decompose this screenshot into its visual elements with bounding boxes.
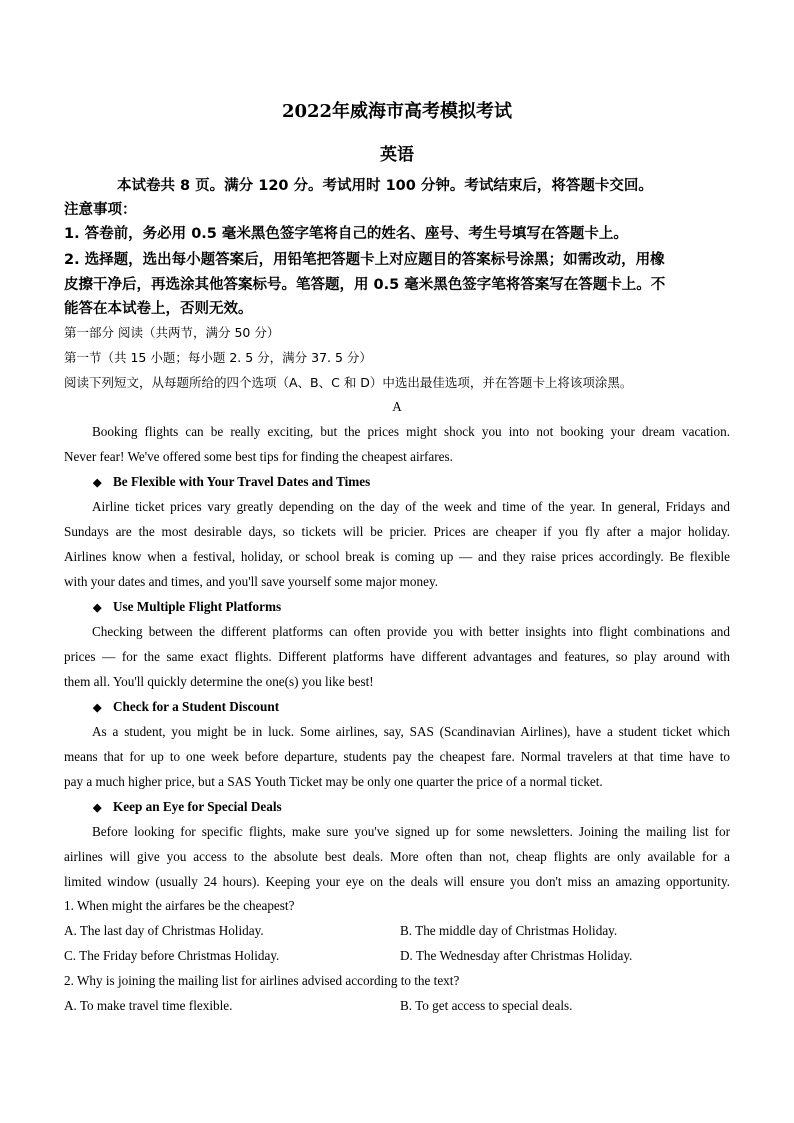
tip-1-line-3: Airlines know when a festival, holiday, or school break is coming up — and they raise prices accordingly. Be flexible: [64, 549, 730, 564]
question-1-option-d: D. The Wednesday after Christmas Holiday.: [400, 948, 633, 963]
subject-title: 英语: [380, 145, 414, 165]
notice-item-2-line-2: 皮擦干净后，再选涂其他答案标号。笔答题，用 0.5 毫米黑色签字笔将答案写在答题卡上。不: [64, 277, 666, 293]
passage-intro-line-2: Never fear! We've offered some best tips for finding the cheapest airfares.: [64, 449, 453, 464]
question-1: 1. When might the airfares be the cheapest?: [64, 898, 295, 913]
question-1-option-c: C. The Friday before Christmas Holiday.: [64, 948, 280, 963]
diamond-bullet-icon: ◆: [93, 702, 102, 714]
reading-directions: 阅读下列短文，从每题所给的四个选项（A、B、C 和 D）中选出最佳选项，并在答题卡上将该项涂黑。: [64, 375, 633, 390]
tip-heading-4-text: Keep an Eye for Special Deals: [113, 799, 282, 814]
tip-heading-3-text: Check for a Student Discount: [113, 699, 280, 714]
tip-heading-4: [93, 799, 282, 815]
question-2-option-a: A. To make travel time flexible.: [64, 998, 233, 1013]
tip-2-line-1: Checking between the different platforms can often provide you with better insights into flight combinations and: [92, 624, 730, 639]
notice-item-2-line-1: 2. 选择题，选出每小题答案后，用铅笔把答题卡上对应题目的答案标号涂黑；如需改动，用橡: [64, 252, 665, 268]
passage-label: A: [392, 399, 402, 414]
exam-title: 2022年威海市高考模拟考试: [281, 101, 513, 122]
question-2: 2. Why is joining the mailing list for airlines advised according to the text?: [64, 973, 460, 988]
passage-intro-line-1: Booking flights can be really exciting, but the prices might shock you into not booking your dream vacation.: [92, 424, 730, 439]
tip-heading-1: [93, 474, 370, 490]
diamond-bullet-icon: ◆: [93, 802, 102, 814]
tip-heading-1-text: Be Flexible with Your Travel Dates and Times: [113, 474, 371, 489]
section-one-heading: 第一节（共 15 小题；每小题 2. 5 分，满分 37. 5 分）: [64, 350, 372, 365]
notice-item-2-line-3: 能答在本试卷上，否则无效。: [64, 301, 253, 317]
exam-intro: 本试卷共 8 页。满分 120 分。考试用时 100 分钟。考试结束后，将答题卡交回。: [117, 178, 653, 194]
tip-3-line-1: As a student, you might be in luck. Some airlines, say, SAS (Scandinavian Airlines), have a student ticket which: [92, 724, 730, 739]
tip-4-line-2: airlines will give you access to the absolute best deals. More often than not, cheap flights are only available for a: [64, 849, 730, 864]
tip-4-line-3: limited window (usually 24 hours). Keeping your eye on the deals will ensure you don't miss an amazing opportunity.: [64, 874, 730, 889]
tip-4-line-1: Before looking for specific flights, make sure you've signed up for some newsletters. Joining the mailing list for: [92, 824, 730, 839]
notice-item-1: 1. 答卷前，务必用 0.5 毫米黑色签字笔将自己的姓名、座号、考生号填写在答题卡上。: [64, 226, 628, 242]
part-one-heading: 第一部分 阅读（共两节，满分 50 分）: [64, 325, 280, 340]
diamond-bullet-icon: ◆: [93, 602, 102, 614]
question-1-option-b: B. The middle day of Christmas Holiday.: [400, 923, 618, 938]
diamond-bullet-icon: ◆: [93, 477, 102, 489]
tip-1-line-1: Airline ticket prices vary greatly depending on the day of the week and time of the year. In general, Fridays and: [92, 499, 730, 514]
question-2-option-b: B. To get access to special deals.: [400, 998, 573, 1013]
tip-heading-3: [93, 699, 279, 715]
tip-heading-2-text: Use Multiple Flight Platforms: [113, 599, 282, 614]
tip-3-line-2: means that for up to one week before departure, students pay the cheapest fare. Normal travelers at that time have to: [64, 749, 730, 764]
question-1-option-a: A. The last day of Christmas Holiday.: [64, 923, 264, 938]
notice-heading: 注意事项：: [64, 202, 137, 218]
tip-2-line-3: them all. You'll quickly determine the one(s) you like best!: [64, 674, 374, 689]
tip-1-line-4: with your dates and times, and you'll save yourself some major money.: [64, 574, 438, 589]
tip-3-line-3: pay a much higher price, but a SAS Youth Ticket may be only one quarter the price of a normal ticket.: [64, 774, 603, 789]
tip-1-line-2: Sundays are the most desirable days, so tickets will be pricier. Prices are cheaper if you fly after a major holiday.: [64, 524, 730, 539]
tip-2-line-2: prices — for the same exact flights. Different platforms have different advantages and features, so play around with: [64, 649, 730, 664]
tip-heading-2: [93, 599, 281, 615]
